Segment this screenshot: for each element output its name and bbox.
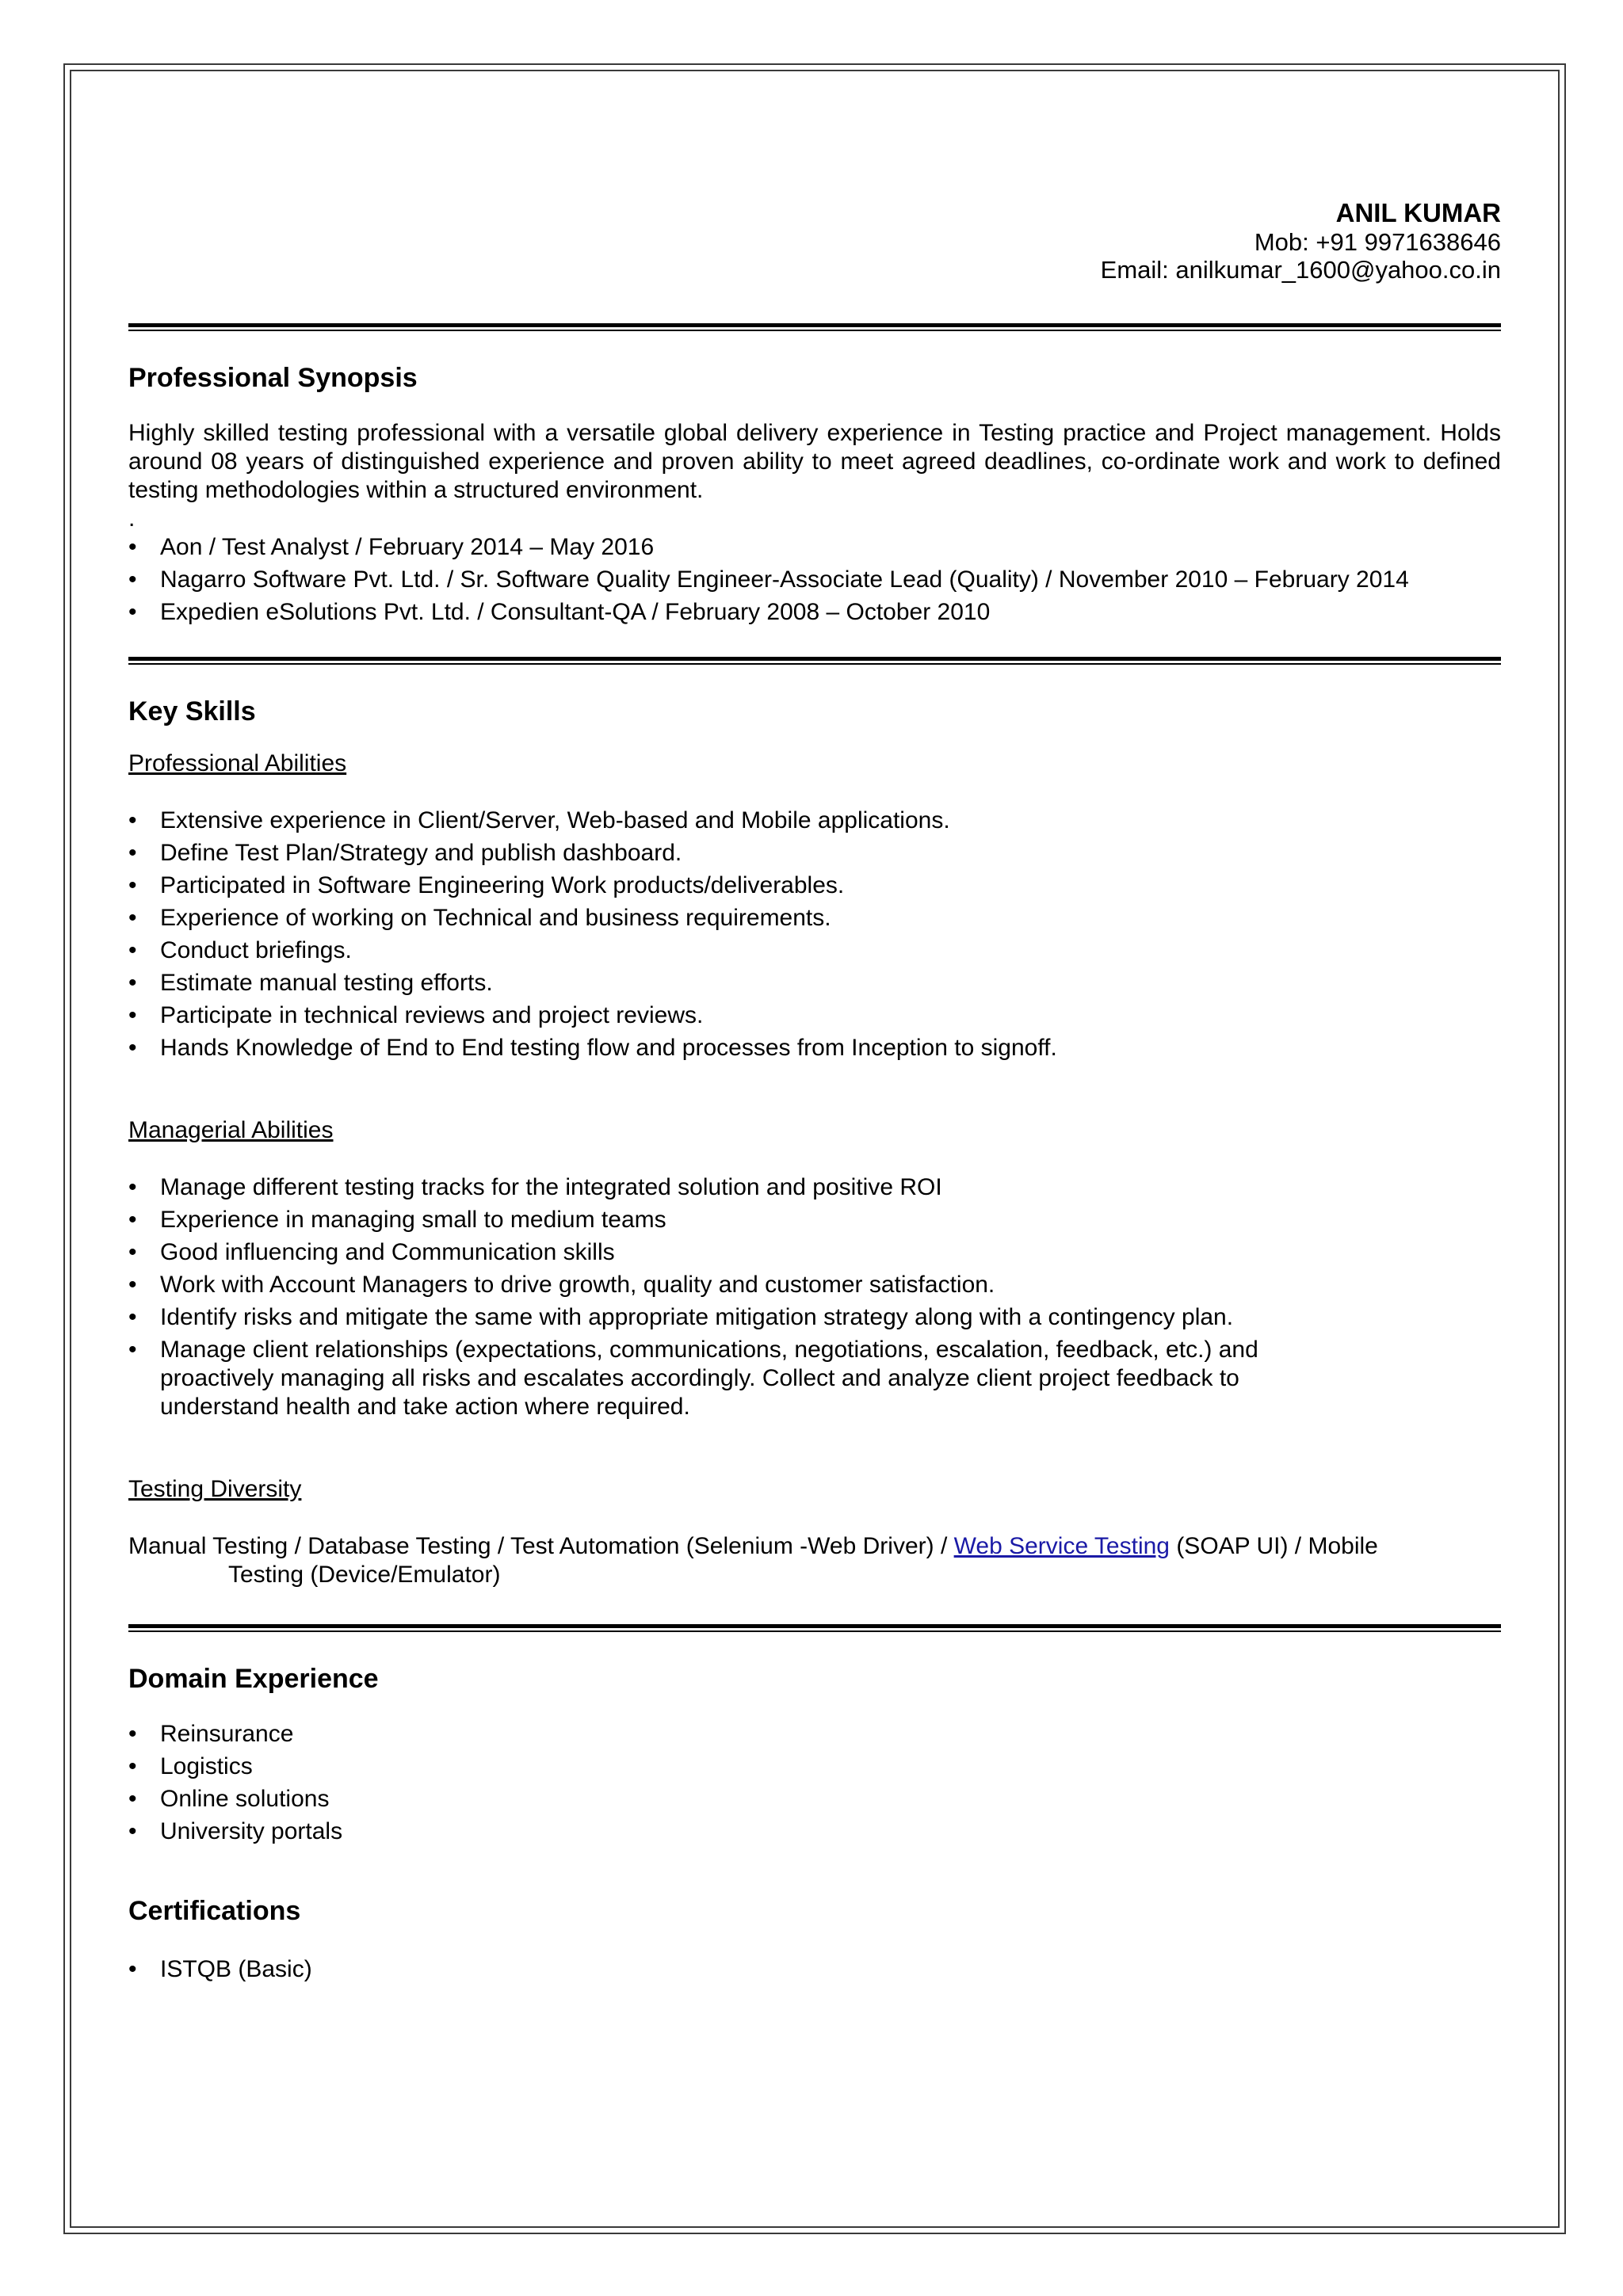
list-item: • Participate in technical reviews and project reviews. <box>128 1002 704 1028</box>
professional-abilities-list <box>128 807 1501 1062</box>
bullet-icon: • <box>128 1272 137 1298</box>
bullet-icon: • <box>128 970 137 996</box>
bullet-icon: • <box>128 1721 137 1747</box>
list-item: • Online solutions <box>128 1786 330 1812</box>
list-item: • Reinsurance <box>128 1721 294 1747</box>
managerial-abilities-list <box>128 1173 1333 1421</box>
synopsis-paragraph: Highly skilled testing professional with a versatile global delivery experience in Testing practice and Project management. Holds around 08 years of distinguished experience and proven ability to meet agreed deadlines, co-ordinate work and work to defined testing methodologies within a structured environment. <box>128 420 1501 503</box>
bullet-icon: • <box>128 840 137 866</box>
list-item: • Nagarro Software Pvt. Ltd. / Sr. Software Quality Engineer-Associate Lead (Quality) / November 2010 – February 2014 <box>128 566 1409 593</box>
candidate-name: ANIL KUMAR <box>1335 198 1501 227</box>
bullet-icon: • <box>128 1753 137 1779</box>
bullet-icon: • <box>128 1956 137 1982</box>
professional-abilities-heading: Professional Abilities <box>128 750 347 776</box>
resume-content <box>128 198 1501 1988</box>
testing-diversity-text: Manual Testing / Database Testing / Test Automation (Selenium -Web Driver) / Web Service Testing (SOAP UI) / Mobile <box>128 1533 1378 1559</box>
list-item: • Experience in managing small to medium teams <box>128 1207 666 1233</box>
email-address: Email: anilkumar_1600@yahoo.co.in <box>1100 256 1501 284</box>
list-item: • Participated in Software Engineering Work products/deliverables. <box>128 872 845 898</box>
synopsis-heading: Professional Synopsis <box>128 363 418 393</box>
bullet-icon: • <box>128 1035 137 1061</box>
web-service-testing-link[interactable]: Web Service Testing <box>953 1533 1170 1559</box>
bullet-icon: • <box>128 937 137 963</box>
list-item: • Identify risks and mitigate the same with appropriate mitigation strategy along with a contingency plan. <box>128 1304 1234 1330</box>
list-item: • University portals <box>128 1818 343 1844</box>
bullet-icon: • <box>128 1818 137 1844</box>
bullet-icon: • <box>128 872 137 898</box>
bullet-icon: • <box>128 566 137 593</box>
list-item: • Define Test Plan/Strategy and publish dashboard. <box>128 840 682 866</box>
section-divider <box>128 323 1501 332</box>
managerial-abilities-heading: Managerial Abilities <box>128 1117 334 1143</box>
list-item: • Conduct briefings. <box>128 937 352 963</box>
bullet-icon: • <box>128 1239 137 1265</box>
bullet-icon: • <box>128 807 137 833</box>
list-item: • Extensive experience in Client/Server, Web-based and Mobile applications. <box>128 807 950 833</box>
list-item: • ISTQB (Basic) <box>128 1956 312 1982</box>
list-item: • Hands Knowledge of End to End testing flow and processes from Inception to signoff. <box>128 1035 1057 1061</box>
list-item: • Estimate manual testing efforts. <box>128 970 493 996</box>
list-item: • Good influencing and Communication skills <box>128 1239 615 1265</box>
domain-experience-list <box>128 1720 1501 1846</box>
bullet-icon: • <box>128 905 137 931</box>
certifications-heading: Certifications <box>128 1896 301 1926</box>
bullet-icon: • <box>128 1002 137 1028</box>
list-item: • Expedien eSolutions Pvt. Ltd. / Consultant-QA / February 2008 – October 2010 <box>128 599 991 625</box>
testing-diversity-heading: Testing Diversity <box>128 1476 302 1502</box>
bullet-icon: • <box>128 1304 137 1330</box>
mobile-number: Mob: +91 9971638646 <box>1254 228 1501 256</box>
list-item: • Manage different testing tracks for the integrated solution and positive ROI <box>128 1174 942 1200</box>
key-skills-heading: Key Skills <box>128 696 256 727</box>
synopsis-dot: . <box>128 505 136 532</box>
certifications-list <box>128 1955 1501 1984</box>
list-item: • Aon / Test Analyst / February 2014 – May 2016 <box>128 534 655 560</box>
list-item: • Manage client relationships (expectations, communications, negotiations, escalation, feedback, etc.) and proactively managing all risks and escalates accordingly. Collect and analyze client project feedback to understand health and take action where required. <box>128 1337 1258 1420</box>
list-item: • Logistics <box>128 1753 253 1779</box>
domain-experience-heading: Domain Experience <box>128 1664 379 1694</box>
bullet-icon: • <box>128 1786 137 1812</box>
bullet-icon: • <box>128 1174 137 1200</box>
list-item: • Experience of working on Technical and business requirements. <box>128 905 831 931</box>
testing-diversity-text-line2: Testing (Device/Emulator) <box>228 1562 501 1588</box>
section-divider <box>128 657 1501 666</box>
contact-header <box>128 198 1501 284</box>
bullet-icon: • <box>128 599 137 625</box>
section-divider <box>128 1624 1501 1633</box>
list-item: • Work with Account Managers to drive growth, quality and customer satisfaction. <box>128 1272 995 1298</box>
bullet-icon: • <box>128 534 137 560</box>
bullet-icon: • <box>128 1337 137 1363</box>
bullet-icon: • <box>128 1207 137 1233</box>
job-history-list <box>128 533 1501 627</box>
